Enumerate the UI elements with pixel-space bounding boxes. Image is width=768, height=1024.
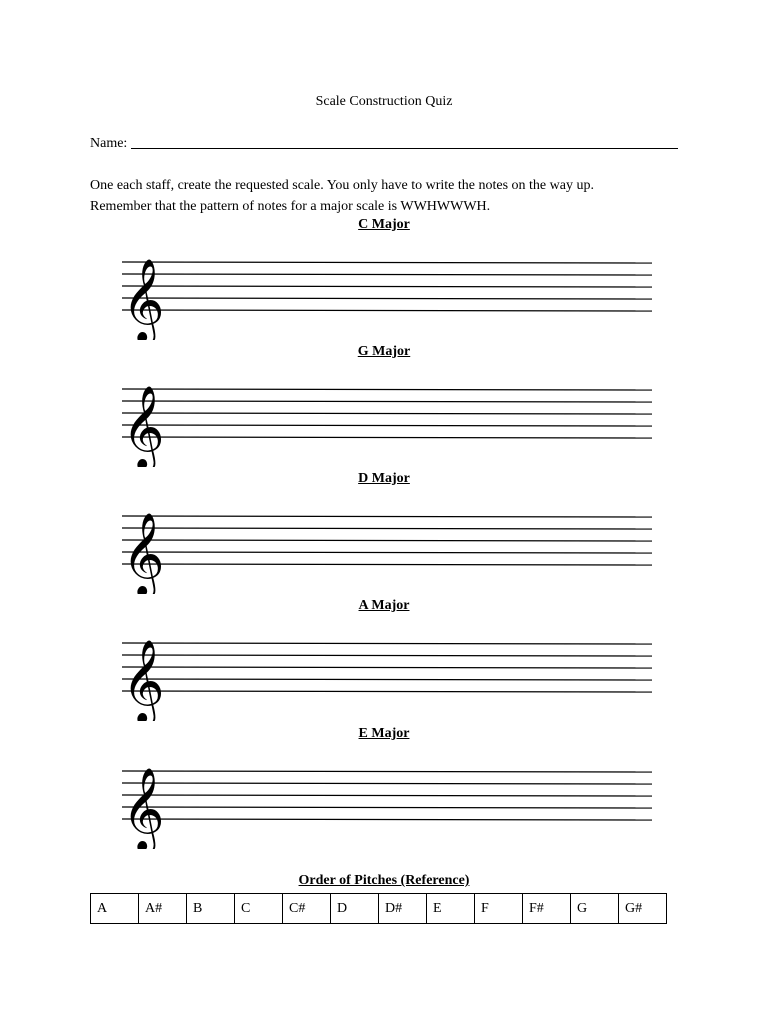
scale-title-a-major: A Major bbox=[358, 598, 410, 613]
pitch-cell: C bbox=[235, 894, 283, 924]
pitch-cell: B bbox=[187, 894, 235, 924]
treble-clef-icon: 𝄞 bbox=[122, 638, 165, 721]
pitch-cell: F# bbox=[523, 894, 571, 924]
pitch-cell: C# bbox=[283, 894, 331, 924]
pitch-reference-caption: Order of Pitches (Reference) bbox=[298, 873, 470, 888]
staff-lines bbox=[122, 643, 652, 692]
instruction-line: One each staff, create the requested scale. You only have to write the notes on the way up. bbox=[90, 178, 594, 193]
staff-lines bbox=[122, 771, 652, 820]
staff-a-major[interactable] bbox=[122, 621, 654, 721]
instruction-line: Remember that the pattern of notes for a major scale is WWHWWWH. bbox=[90, 199, 491, 214]
treble-clef-icon: 𝄞 bbox=[122, 511, 165, 594]
pitch-cell: D# bbox=[379, 894, 427, 924]
staff-g-major[interactable] bbox=[122, 367, 654, 467]
treble-clef-icon: 𝄞 bbox=[122, 766, 165, 849]
pitch-cell: A bbox=[91, 894, 139, 924]
staff-lines bbox=[122, 516, 652, 565]
staff-e-major[interactable] bbox=[122, 749, 654, 849]
scale-title-d-major: D Major bbox=[358, 471, 410, 486]
scale-title-c-major: C Major bbox=[358, 217, 410, 232]
name-label: Name: bbox=[90, 136, 128, 151]
treble-clef-icon: 𝄞 bbox=[122, 257, 165, 340]
scale-title-e-major: E Major bbox=[358, 726, 410, 741]
pitch-cell: F bbox=[475, 894, 523, 924]
pitch-cell: G# bbox=[619, 894, 667, 924]
table-row bbox=[91, 894, 667, 924]
staff-lines bbox=[122, 389, 652, 438]
treble-clef-icon: 𝄞 bbox=[122, 384, 165, 467]
page-title: Scale Construction Quiz bbox=[315, 94, 453, 109]
pitch-cell: D bbox=[331, 894, 379, 924]
staff-lines bbox=[122, 262, 652, 311]
pitch-reference-table bbox=[90, 893, 667, 924]
pitch-cell: G bbox=[571, 894, 619, 924]
instructions bbox=[90, 175, 690, 217]
staff-d-major[interactable] bbox=[122, 494, 654, 594]
staff-c-major[interactable] bbox=[122, 240, 654, 340]
name-blank-line[interactable] bbox=[131, 134, 678, 149]
name-row bbox=[90, 134, 678, 152]
scale-title-g-major: G Major bbox=[357, 344, 411, 359]
pitch-cell: A# bbox=[139, 894, 187, 924]
pitch-cell: E bbox=[427, 894, 475, 924]
